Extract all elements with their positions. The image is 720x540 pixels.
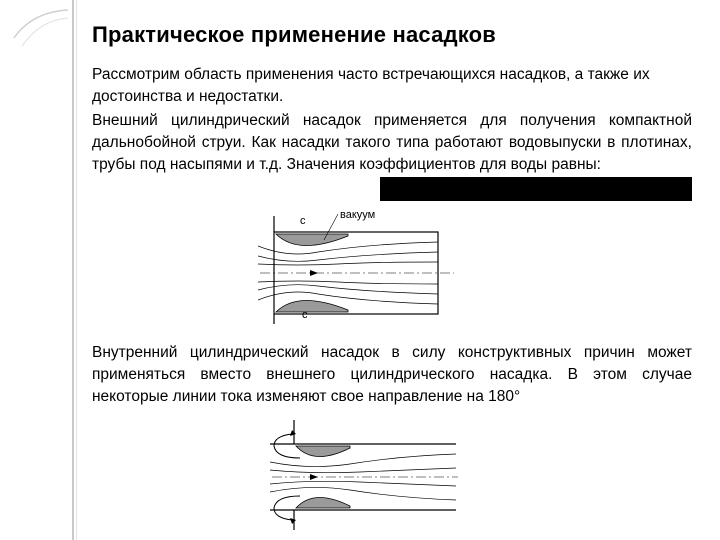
vertical-rule-thin (76, 0, 77, 540)
intro-paragraph: Рассмотрим область применения часто встречающихся насадков, а также их достоинства и недостатки. (92, 66, 650, 105)
label-c-bottom: с (302, 309, 308, 321)
external-nozzle-paragraph: Внешний цилиндрический насадок применяется для получения компактной дальнобойной струи. Как насадки такого типа работают водовыпуски в плотинах, трубы под насыпями и т.д. Значения коэффициентов для воды равны: (92, 112, 692, 173)
slide-title: Практическое применение насадков (92, 22, 497, 47)
corner-decoration (12, 8, 70, 48)
label-c-top: с (300, 215, 306, 227)
internal-nozzle-diagram (270, 414, 460, 532)
redacted-box (380, 177, 692, 201)
label-vacuum: вакуум (340, 209, 376, 221)
internal-nozzle-paragraph: Внутренний цилиндрический насадок в силу конструктивных причин может применяться вместо внешнего цилиндрического насадка. В этом случае некоторые линии тока изменяют свое направление на 180° (92, 344, 692, 405)
vertical-rule (72, 0, 74, 540)
external-nozzle-diagram (258, 206, 458, 324)
